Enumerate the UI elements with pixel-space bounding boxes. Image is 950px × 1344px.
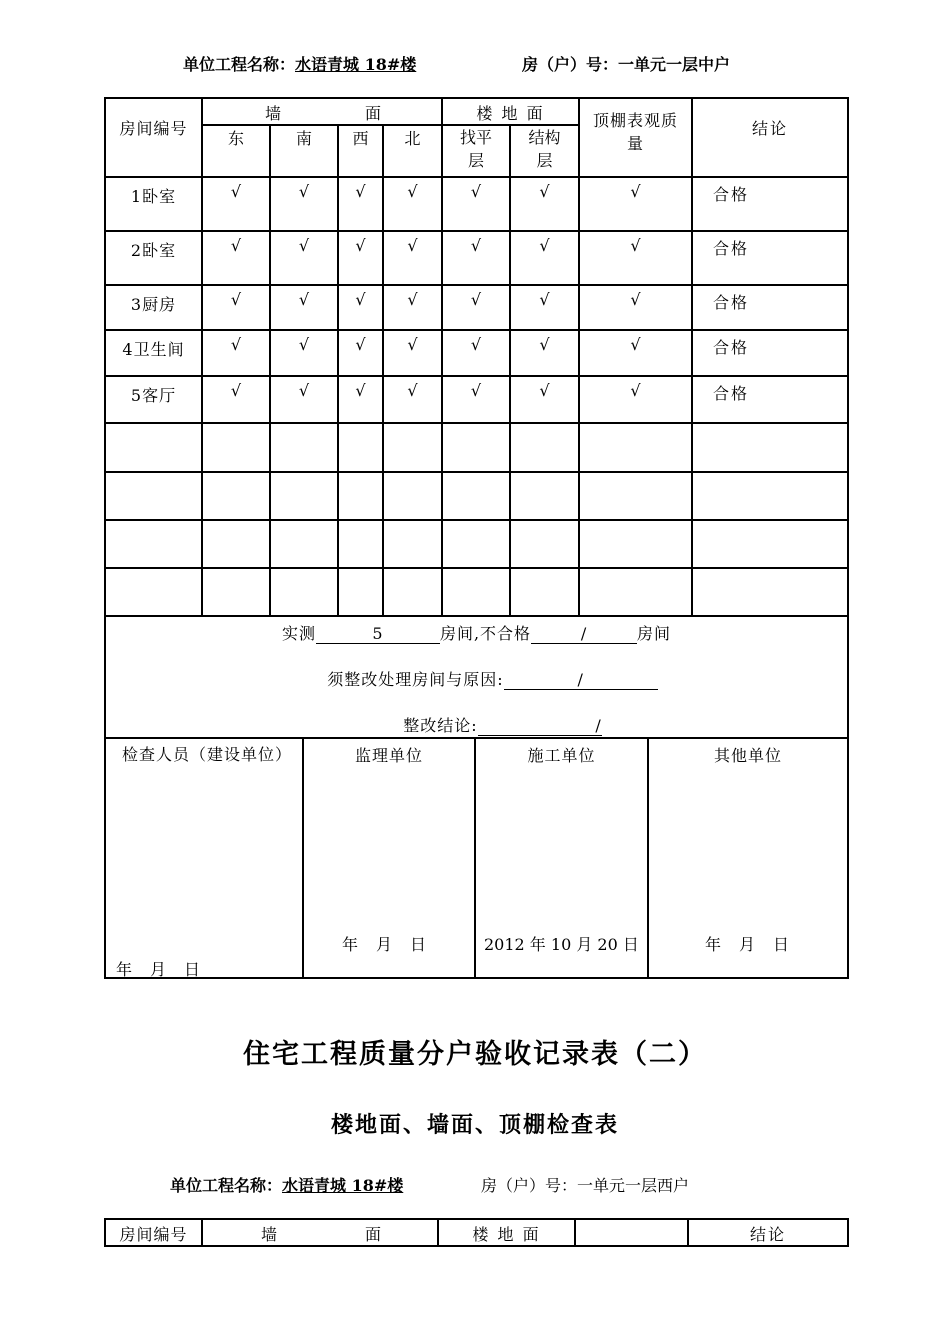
header-wall	[202, 98, 442, 125]
inspection-table	[104, 97, 849, 739]
result-cell: 合格	[692, 177, 848, 231]
check-mark: √	[383, 177, 442, 231]
summary-row	[105, 616, 848, 738]
unit-number-line	[522, 52, 730, 75]
check-mark: √	[510, 330, 579, 376]
header-wall-char2: 面	[364, 1225, 381, 1244]
check-mark: √	[270, 177, 338, 231]
room-name: 2卧室	[105, 231, 202, 285]
result-cell: 合格	[692, 231, 848, 285]
check-mark: √	[510, 231, 579, 285]
header-result: 结论	[688, 1219, 848, 1246]
header-ceiling-empty	[575, 1219, 688, 1246]
table-row	[105, 285, 848, 330]
header-wall-east: 东	[202, 125, 270, 177]
check-mark: √	[202, 285, 270, 330]
table-row	[105, 177, 848, 231]
header-floor-structure: 结构层	[510, 125, 579, 177]
signature-cell	[105, 738, 303, 978]
check-mark: √	[442, 231, 510, 285]
rectify-label: 须整改处理房间与原因:	[327, 670, 504, 689]
rooms-unit-label: 房间	[637, 624, 672, 643]
check-mark: √	[338, 285, 383, 330]
empty-row	[105, 472, 848, 520]
header-result: 结论	[692, 98, 848, 177]
signature-date: 年 月 日	[705, 935, 791, 954]
summary-cell	[105, 616, 848, 738]
unit-number-label: 房（户）号：	[481, 1176, 578, 1195]
project-name-label: 单位工程名称：	[183, 55, 296, 74]
conclusion-line	[106, 713, 847, 736]
check-mark: √	[442, 376, 510, 423]
check-mark: √	[510, 177, 579, 231]
check-mark: √	[270, 231, 338, 285]
project-name-line	[183, 52, 416, 75]
fail-value: /	[531, 624, 637, 644]
check-mark: √	[202, 376, 270, 423]
signature-date: 年 月 日	[116, 960, 202, 979]
signature-date: 年 月 日	[342, 935, 428, 954]
fail-label: 房间,不合格	[439, 624, 532, 643]
measured-value: 5	[316, 624, 440, 644]
project-name-label: 单位工程名称：	[170, 1176, 283, 1195]
result-cell: 合格	[692, 376, 848, 423]
header-wall-char2: 面	[364, 104, 381, 123]
empty-row	[105, 568, 848, 616]
conclusion-value: /	[478, 716, 602, 736]
document-subtitle: 楼地面、墙面、顶棚检查表	[330, 1112, 619, 1138]
header-wall-west: 西	[338, 125, 383, 177]
check-mark: √	[442, 177, 510, 231]
header-wall-south: 南	[270, 125, 338, 177]
result-cell: 合格	[692, 330, 848, 376]
room-name: 1卧室	[105, 177, 202, 231]
header-floor-leveling: 找平层	[442, 125, 510, 177]
header-wall-char1: 墙	[260, 1225, 277, 1244]
check-mark: √	[338, 231, 383, 285]
check-mark: √	[338, 330, 383, 376]
check-mark: √	[338, 376, 383, 423]
check-mark: √	[510, 376, 579, 423]
check-mark: √	[579, 231, 692, 285]
measured-label: 实测	[281, 624, 316, 643]
unit-number-line-2	[481, 1173, 689, 1196]
empty-row	[105, 423, 848, 472]
check-mark: √	[442, 330, 510, 376]
signature-title: 检查人员（建设单位）	[122, 745, 293, 764]
check-mark: √	[338, 177, 383, 231]
header-floor: 楼 地 面	[438, 1219, 575, 1246]
check-mark: √	[202, 231, 270, 285]
check-mark: √	[202, 177, 270, 231]
project-name-value: 水语青城 18#楼	[295, 55, 417, 74]
unit-number-value: 一单元一层中户	[618, 55, 731, 74]
conclusion-label: 整改结论:	[403, 716, 478, 735]
project-name-value: 水语青城 18#楼	[282, 1176, 404, 1195]
table-row	[105, 330, 848, 376]
measured-line	[106, 621, 847, 644]
room-name: 5客厅	[105, 376, 202, 423]
check-mark: √	[579, 285, 692, 330]
result-cell: 合格	[692, 285, 848, 330]
header-room-number: 房间编号	[105, 1219, 202, 1246]
signature-date: 2012 年 10 月 20 日	[484, 935, 639, 954]
check-mark: √	[270, 376, 338, 423]
project-name-line-2	[170, 1173, 403, 1196]
header-wall-char1: 墙	[264, 104, 281, 123]
signature-table	[104, 737, 849, 979]
header-wall-north: 北	[383, 125, 442, 177]
check-mark: √	[383, 285, 442, 330]
unit-number-label: 房（户）号：	[522, 55, 619, 74]
check-mark: √	[579, 376, 692, 423]
table-row	[105, 376, 848, 423]
signature-cell	[303, 738, 475, 978]
header-room-number: 房间编号	[105, 98, 202, 177]
room-name: 4卫生间	[105, 330, 202, 376]
unit-number-value: 一单元一层西户	[577, 1176, 690, 1195]
check-mark: √	[579, 177, 692, 231]
check-mark: √	[442, 285, 510, 330]
header-floor: 楼 地 面	[442, 98, 579, 125]
signature-title: 监理单位	[354, 746, 423, 765]
check-mark: √	[510, 285, 579, 330]
check-mark: √	[202, 330, 270, 376]
check-mark: √	[270, 330, 338, 376]
signature-cell	[475, 738, 648, 978]
check-mark: √	[579, 330, 692, 376]
signature-title: 施工单位	[527, 746, 596, 765]
table-row	[105, 231, 848, 285]
rectify-line	[106, 667, 847, 690]
check-mark: √	[383, 330, 442, 376]
signature-cell	[648, 738, 848, 978]
check-mark: √	[270, 285, 338, 330]
empty-row	[105, 520, 848, 568]
rectify-value: /	[504, 670, 658, 690]
document-title: 住宅工程质量分户验收记录表（二）	[243, 1039, 707, 1070]
room-name: 3厨房	[105, 285, 202, 330]
check-mark: √	[383, 231, 442, 285]
header-wall	[202, 1219, 438, 1246]
inspection-table-2	[104, 1218, 849, 1247]
header-ceiling: 顶棚表观质量	[579, 98, 692, 177]
signature-title: 其他单位	[713, 746, 782, 765]
check-mark: √	[383, 376, 442, 423]
